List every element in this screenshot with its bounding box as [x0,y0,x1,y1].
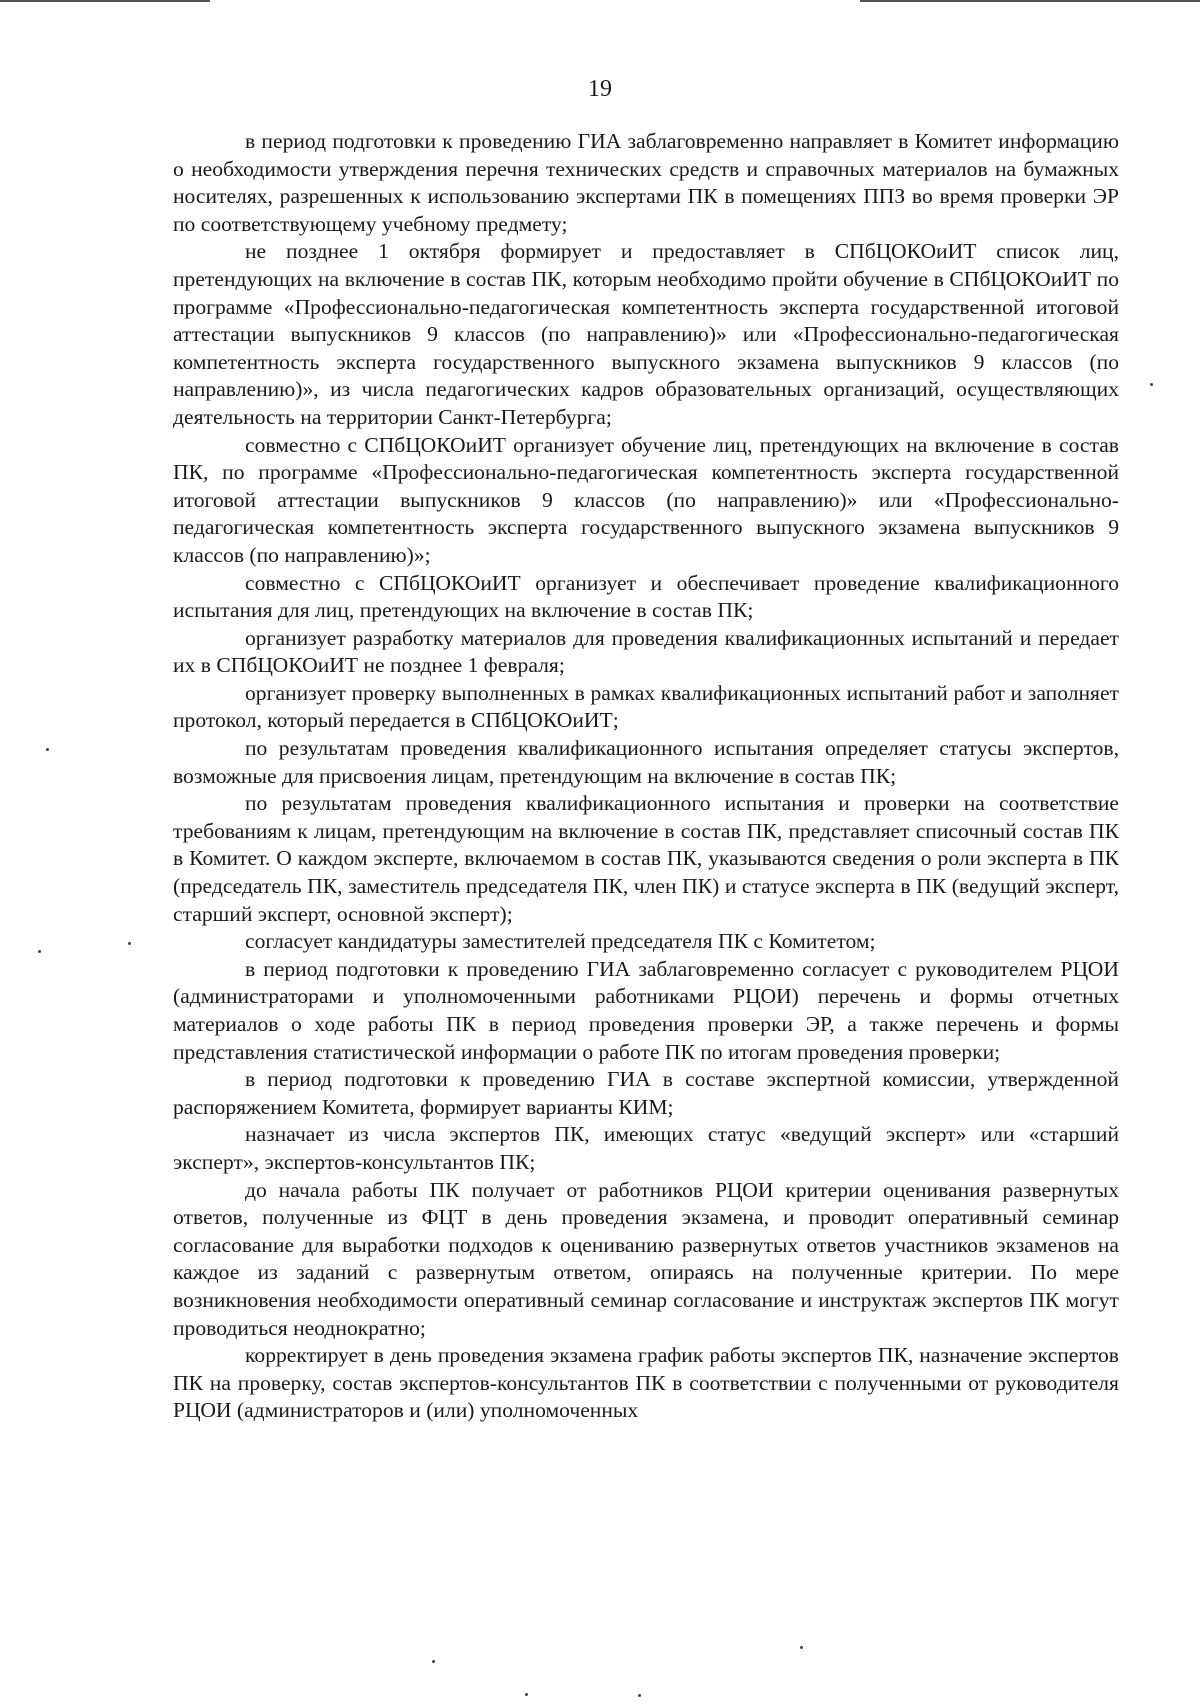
paragraph: корректирует в день проведения экзамена график работы экспертов ПК, назначение экспертов ПК на проверку, состав экспертов-консультантов ПК в соответствии с полученными от руководителя РЦОИ (администраторов и (или) уполномоченных [173,1343,1119,1423]
paragraph: назначает из числа экспертов ПК, имеющих статус «ведущий эксперт» или «старший эксперт», экспертов-консультантов ПК; [173,1122,1119,1174]
paragraph: до начала работы ПК получает от работников РЦОИ критерии оценивания развернутых ответов, полученные из ФЦТ в день проведения экзамена, и проводит оперативный семинар согласование для выработки подходов к оцениванию развернутых ответов участников экзаменов на каждое из заданий с развернутым ответом, опираясь на полученные критерии. По мере возникновения необходимости оперативный семинар согласование и инструктаж экспертов ПК могут проводиться неоднократно; [173,1177,1119,1340]
paragraph: совместно с СПбЦОКОиИТ организует и обеспечивает проведение квалификационного испытания для лиц, претендующих на включение в состав ПК; [173,570,1119,623]
scan-speck [46,748,49,751]
paragraph: организует проверку выполненных в рамках квалификационных испытаний работ и заполняет протокол, который передается в СПбЦОКОиИТ; [173,680,1119,733]
paragraph: в период подготовки к проведению ГИА заблаговременно направляет в Комитет информацию о необходимости утверждения перечня технических средств и справочных материалов на бумажных носителях, разрешенных к использованию экспертами ПК в помещениях ППЗ во время проверки ЭР по соответствующему учебному предмету; [173,129,1119,236]
scan-speck [1150,383,1153,386]
paragraph: по результатам проведения квалификационного испытания определяет статусы экспертов, возможные для присвоения лицам, претендующим на включение в состав ПК; [173,736,1119,788]
paragraph: организует разработку материалов для проведения квалификационных испытаний и передает их в СПбЦОКОиИТ не позднее 1 февраля; [173,625,1119,678]
scan-speck [38,950,41,953]
scan-edge-left [0,0,210,2]
scan-speck [432,1660,435,1663]
scan-edge-right [860,0,1200,2]
scan-speck [525,1693,528,1696]
paragraph: согласует кандидатуры заместителей председателя ПК с Комитетом; [245,929,876,954]
paragraph: в период подготовки к проведению ГИА заблаговременно согласует с руководителем РЦОИ (администраторами и уполномоченными работниками РЦОИ) перечень и формы отчетных материалов о ходе работы ПК в период проведения проверки ЭР, а также перечень и формы представления статистической информации о работе ПК по итогам проведения проверки; [173,956,1119,1064]
paragraph: по результатам проведения квалификационного испытания и проверки на соответствие требованиям к лицам, претендующим на включение в состав ПК, представляет списочный состав ПК в Комитет. О каждом эксперте, включаемом в состав ПК, указываются сведения о роли эксперта в ПК (председатель ПК, заместитель председателя ПК, член ПК) и статусе эксперта в ПК (ведущий эксперт, старший эксперт, основной эксперт); [173,791,1119,926]
scan-speck [800,1646,803,1649]
paragraph: совместно с СПбЦОКОиИТ организует обучение лиц, претендующих на включение в состав ПК, по программе «Профессионально-педагогическая компетентность эксперта государственной итоговой аттестации выпускников 9 классов (по направлению)» или «Профессионально-педагогическая компетентность эксперта государственного выпускного экзамена выпускников 9 классов (по направлению)»; [173,432,1119,567]
document-body [173,128,1119,1425]
scan-speck [128,942,131,945]
scan-speck [638,1694,641,1697]
paragraph: не позднее 1 октября формирует и предоставляет в СПбЦОКОиИТ список лиц, претендующих на включение в состав ПК, которым необходимо пройти обучение в СПбЦОКОиИТ по программе «Профессионально-педагогическая компетентность эксперта государственной итоговой аттестации выпускников 9 классов (по направлению)» или «Профессионально-педагогическая компетентность эксперта государственного выпускного экзамена выпускников 9 классов (по направлению)», из числа педагогических кадров образовательных организаций, осуществляющих деятельность на территории Санкт-Петербурга; [173,239,1119,429]
page-number: 19 [588,76,612,102]
paragraph: в период подготовки к проведению ГИА в составе экспертной комиссии, утвержденной распоряжением Комитета, формирует варианты КИМ; [173,1067,1119,1119]
